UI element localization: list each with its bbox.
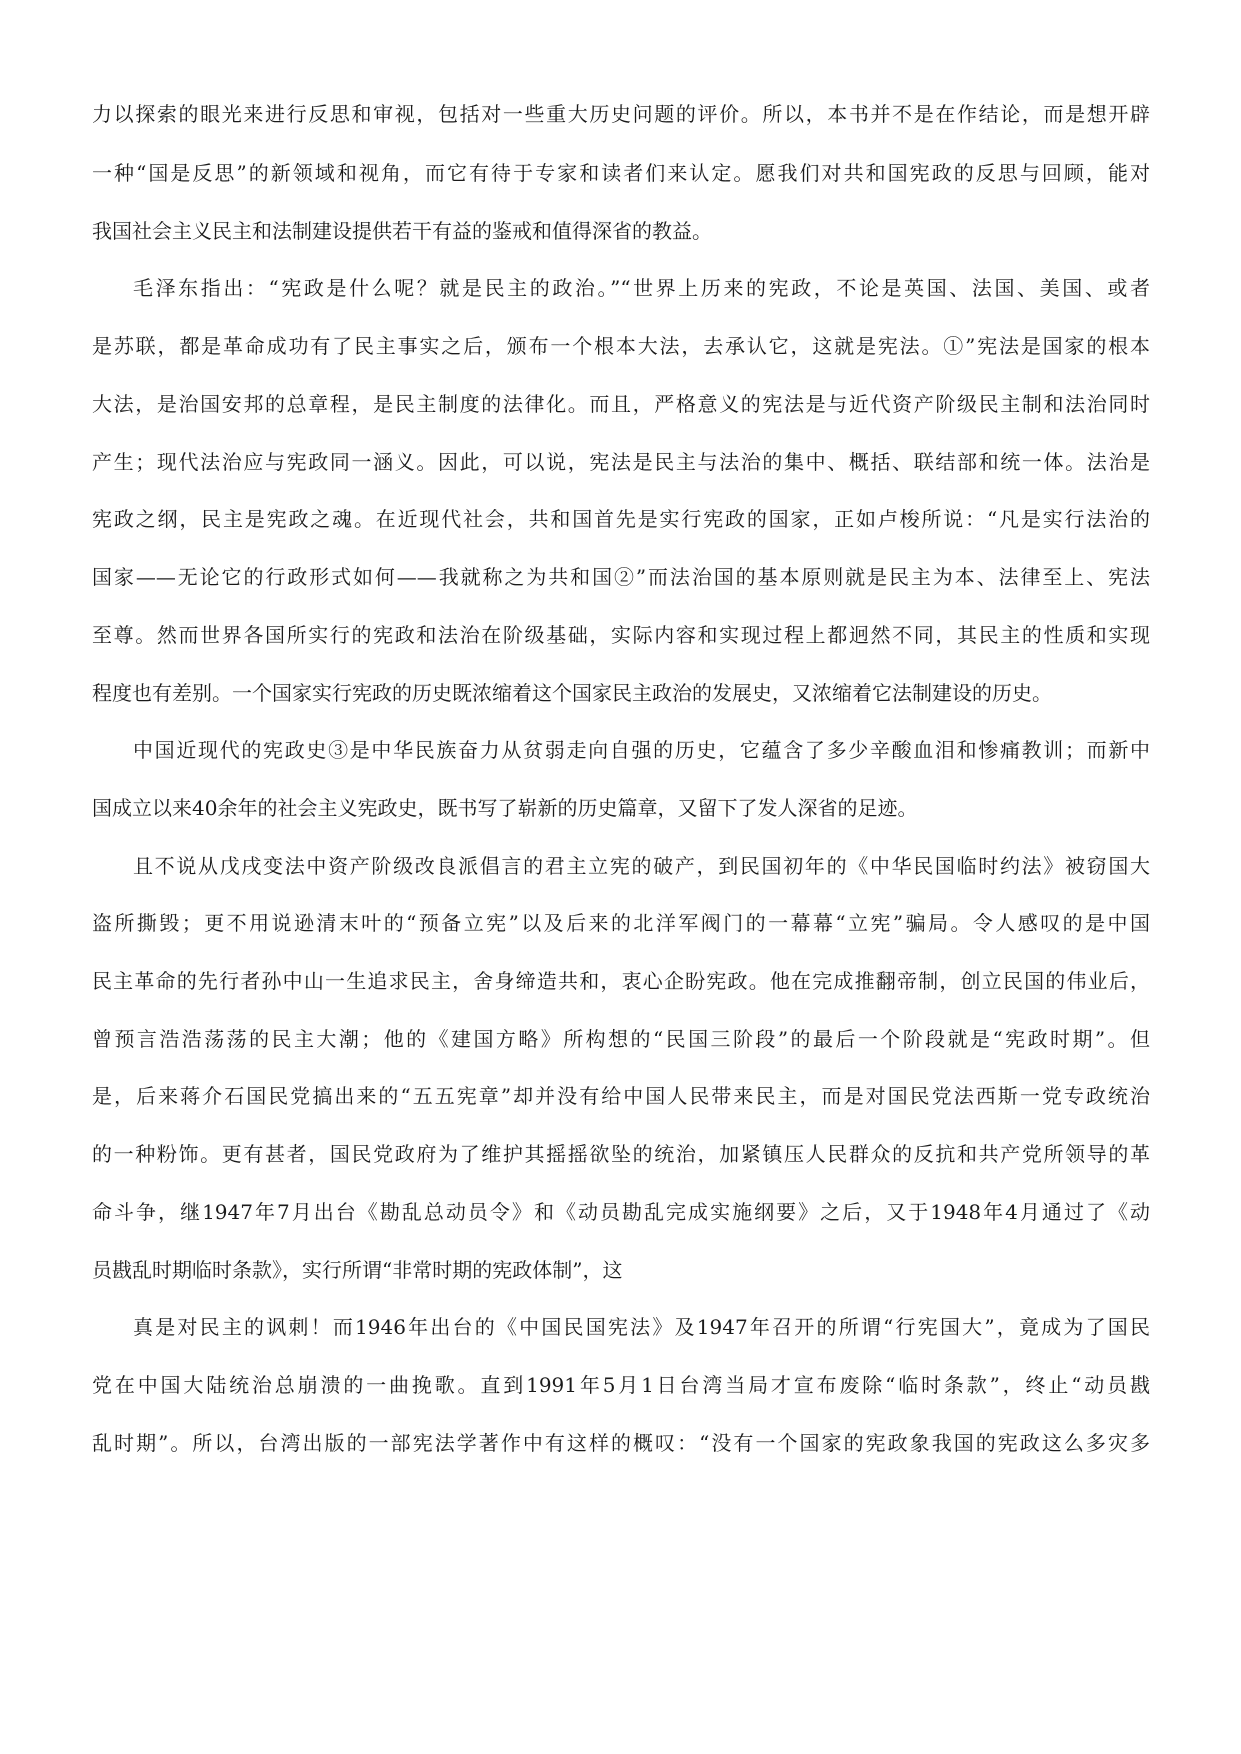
paragraph-first-line: 中国近现代的宪政史③是中华民族奋力从贫弱走向自强的历史，它蕴含了多少辛酸血泪和惨痛教训；而新中	[133, 738, 1150, 762]
text-line: 曾预言浩浩荡荡的民主大潮；他的《建国方略》所构想的“民国三阶段”的最后一个阶段就是“宪政时期”。但	[92, 1027, 1150, 1051]
text-line: 党在中国大陆统治总崩溃的一曲挽歌。直到1991年5月1日台湾当局才宣布废除“临时条款”，终止“动员戡	[92, 1373, 1150, 1397]
text-line: 至尊。然而世界各国所实行的宪政和法治在阶级基础，实际内容和实现过程上都迥然不同，其民主的性质和实现	[92, 623, 1150, 647]
paragraph-first-line: 且不说从戊戌变法中资产阶级改良派倡言的君主立宪的破产，到民国初年的《中华民国临时约法》被窃国大	[133, 854, 1150, 878]
text-line: 宪政之纲，民主是宪政之魂。在近现代社会，共和国首先是实行宪政的国家，正如卢梭所说：“凡是实行法治的	[92, 507, 1150, 531]
text-line: 产生；现代法治应与宪政同一涵义。因此，可以说，宪法是民主与法治的集中、概括、联结部和统一体。法治是	[92, 450, 1150, 474]
paragraph-first-line: 真是对民主的讽刺！而1946年出台的《中国民国宪法》及1947年召开的所谓“行宪国大”，竟成为了国民	[133, 1315, 1150, 1339]
text-line: 盗所撕毁；更不用说逊清末叶的“预备立宪”以及后来的北洋军阀门的一幕幕“立宪”骗局。令人感叹的是中国	[92, 911, 1150, 935]
text-line: 大法，是治国安邦的总章程，是民主制度的法律化。而且，严格意义的宪法是与近代资产阶级民主制和法治同时	[92, 392, 1150, 416]
text-line: 我国社会主义民主和法制建设提供若干有益的鉴戒和值得深省的教益。	[92, 219, 712, 243]
text-line: 乱时期”。所以，台湾出版的一部宪法学著作中有这样的概叹：“没有一个国家的宪政象我国的宪政这么多灾多	[92, 1431, 1150, 1455]
text-line: 是，后来蒋介石国民党搞出来的“五五宪章”却并没有给中国人民带来民主，而是对国民党法西斯一党专政统治	[92, 1084, 1150, 1108]
text-line: 民主革命的先行者孙中山一生追求民主，舍身缔造共和，衷心企盼宪政。他在完成推翻帝制，创立民国的伟业后，	[92, 969, 1150, 993]
text-line: 员戡乱时期临时条款》，实行所谓“非常时期的宪政体制”，这	[92, 1258, 623, 1282]
text-line: 力以探索的眼光来进行反思和审视，包括对一些重大历史问题的评价。所以，本书并不是在作结论，而是想开辟	[92, 102, 1150, 126]
text-line: 命斗争，继1947年7月出台《勘乱总动员令》和《动员勘乱完成实施纲要》之后，又于1948年4月通过了《动	[92, 1200, 1150, 1224]
text-line: 一种“国是反思”的新领域和视角，而它有待于专家和读者们来认定。愿我们对共和国宪政的反思与回顾，能对	[92, 161, 1150, 185]
text-line: 程度也有差别。一个国家实行宪政的历史既浓缩着这个国家民主政治的发展史，又浓缩着它法制建设的历史。	[92, 681, 1052, 705]
paragraph-first-line: 毛泽东指出：“宪政是什么呢？就是民主的政治。”“世界上历来的宪政，不论是英国、法国、美国、或者	[133, 276, 1150, 300]
text-line: 国成立以来40余年的社会主义宪政史，既书写了崭新的历史篇章，又留下了发人深省的足迹。	[92, 796, 918, 820]
text-line: 是苏联，都是革命成功有了民主事实之后，颁布一个根本大法，去承认它，这就是宪法。①”宪法是国家的根本	[92, 334, 1150, 358]
text-line: 的一种粉饰。更有甚者，国民党政府为了维护其摇摇欲坠的统治，加紧镇压人民群众的反抗和共产党所领导的革	[92, 1142, 1150, 1166]
text-line: 国家——无论它的行政形式如何——我就称之为共和国②”而法治国的基本原则就是民主为本、法律至上、宪法	[92, 565, 1150, 589]
